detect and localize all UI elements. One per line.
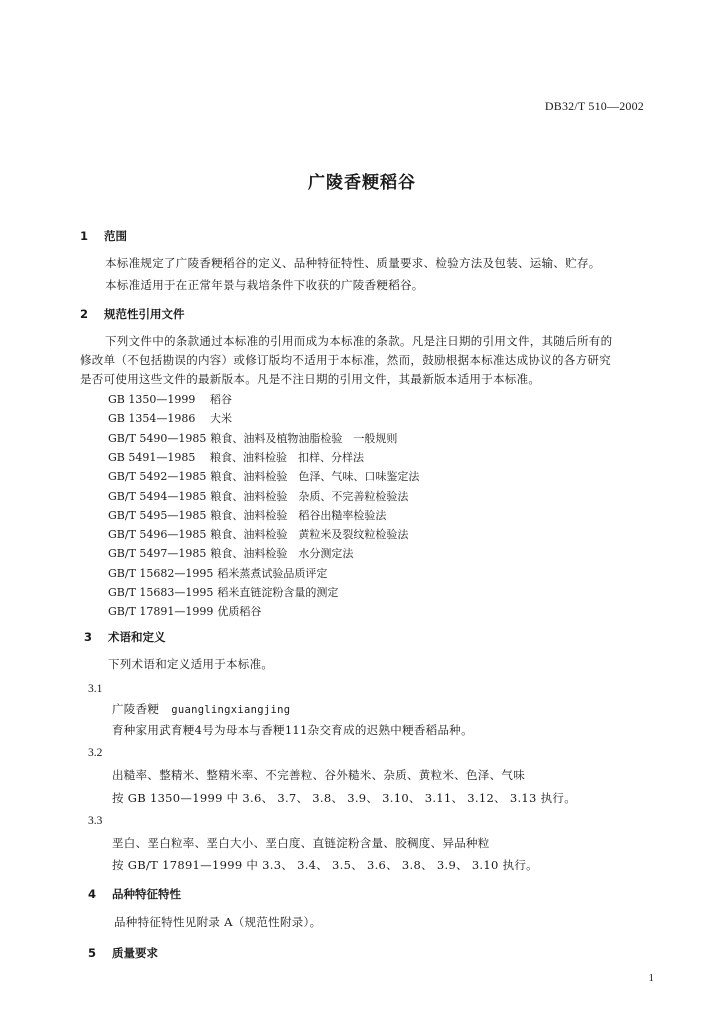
reference-code: GB/T 5490—1985 (108, 431, 207, 445)
reference-title: 粮食、油料检验 杂质、不完善粒检验法 (210, 489, 409, 503)
section-title: 质量要求 (112, 946, 158, 960)
reference-item (108, 507, 386, 523)
reference-code: GB/T 5497—1985 (108, 547, 207, 561)
reference-title: 粮食、油料检验 黄粒米及裂纹粒检验法 (210, 528, 409, 542)
section-number: 5 (88, 946, 97, 960)
term-en: guanglingxiangjing (171, 704, 291, 716)
section-4-paragraph: 品种特征特性见附录 A（规范性附录）。 (114, 915, 322, 929)
section-5-heading (88, 945, 158, 961)
reference-code: GB/T 15682—1995 (108, 566, 214, 580)
reference-item (108, 603, 261, 619)
page-number: 1 (648, 972, 654, 984)
reference-code: GB/T 17891—1999 (108, 605, 214, 619)
reference-title: 粮食、油料检验 扣样、分样法 (210, 450, 364, 464)
reference-item (108, 526, 408, 542)
reference-item (108, 430, 397, 446)
reference-code: GB 1354—1986 (108, 412, 196, 426)
section-number: 2 (80, 307, 89, 321)
section-number: 3 (84, 630, 93, 644)
section-1-paragraph-2: 本标准适用于在正常年景与栽培条件下收获的广陵香粳稻谷。 (105, 278, 424, 292)
reference-code: GB/T 5496—1985 (108, 528, 207, 542)
section-3-intro: 下列术语和定义适用于本标准。 (108, 657, 274, 671)
section-1-paragraph-1: 本标准规定了广陵香粳稻谷的定义、品种特征特性、质量要求、检验方法及包装、运输、贮存。 (105, 256, 601, 270)
reference-title: 粮食、油料检验 稻谷出糙率检验法 (210, 508, 387, 522)
clause-3-1-number: 3.1 (88, 683, 103, 695)
reference-code: GB/T 5492—1985 (108, 470, 207, 484)
reference-item (108, 468, 419, 484)
section-title: 范围 (104, 229, 127, 243)
reference-title: 大米 (210, 412, 232, 426)
reference-code: GB 1350—1999 (108, 393, 196, 406)
section-3-heading (84, 629, 166, 645)
clause-3-2-number: 3.2 (88, 747, 103, 759)
reference-title: 稻米直链淀粉含量的测定 (217, 586, 339, 599)
section-title: 术语和定义 (108, 630, 166, 644)
reference-title: 粮食、油料检验 色泽、气味、口味鉴定法 (210, 470, 420, 484)
reference-code: GB/T 5495—1985 (108, 508, 207, 522)
section-2-heading (80, 306, 185, 322)
reference-title: 粮食、油料检验 水分测定法 (210, 547, 354, 561)
reference-item (108, 488, 408, 504)
reference-title: 稻米蒸煮试验品质评定 (217, 566, 328, 580)
clause-3-1-definition: 育种家用武育粳4号为母本与香粳111杂交育成的迟熟中粳香稻品种。 (112, 723, 473, 737)
section-title: 规范性引用文件 (104, 307, 185, 321)
reference-item (108, 545, 353, 561)
reference-title: 优质稻谷 (217, 605, 262, 619)
reference-code: GB/T 5494—1985 (108, 489, 207, 503)
reference-item (108, 584, 338, 600)
document-title: 广陵香粳稻谷 (308, 173, 416, 193)
clause-3-3-reference: 按 GB/T 17891—1999 中 3.3、 3.4、 3.5、 3.6、 3.8、 3.9、 3.10 执行。 (112, 858, 538, 872)
section-4-heading (88, 886, 181, 902)
reference-code: GB/T 15683—1995 (108, 586, 214, 599)
standard-code: DB32/T 510—2002 (544, 99, 644, 113)
clause-3-1-term (112, 701, 290, 717)
section-1-heading (80, 228, 127, 244)
reference-item (108, 565, 327, 581)
section-2-intro-line-1: 下列文件中的条款通过本标准的引用而成为本标准的条款。凡是注日期的引用文件，其随后所有的 (105, 334, 613, 348)
section-2-intro-line-3: 是否可使用这些文件的最新版本。凡是不注日期的引用文件，其最新版本适用于本标准。 (80, 372, 541, 386)
clause-3-2-terms: 出糙率、整精米、整精米率、不完善粒、谷外糙米、杂质、黄粒米、色泽、气味 (112, 768, 525, 782)
reference-title: 粮食、油料及植物油脂检验 一般规则 (210, 431, 398, 445)
section-title: 品种特征特性 (112, 887, 181, 901)
clause-3-2-reference: 按 GB 1350—1999 中 3.6、 3.7、 3.8、 3.9、 3.10、 3.11、 3.12、 3.13 执行。 (112, 791, 577, 805)
section-number: 1 (80, 229, 89, 243)
section-number: 4 (88, 887, 97, 901)
clause-3-3-number: 3.3 (88, 815, 103, 827)
reference-item (108, 391, 232, 407)
term-zh: 广陵香粳 (112, 702, 160, 716)
reference-code: GB 5491—1985 (108, 450, 196, 464)
section-2-intro-line-2: 修改单（不包括勘误的内容）或修订版均不适用于本标准，然而，鼓励根据本标准达成协议的各方研究 (80, 353, 611, 367)
reference-title: 稻谷 (210, 393, 232, 406)
clause-3-3-terms: 垩白、垩白粒率、垩白大小、垩白度、直链淀粉含量、胶稠度、异品种粒 (112, 836, 490, 850)
reference-item (108, 449, 364, 465)
reference-item (108, 410, 232, 426)
